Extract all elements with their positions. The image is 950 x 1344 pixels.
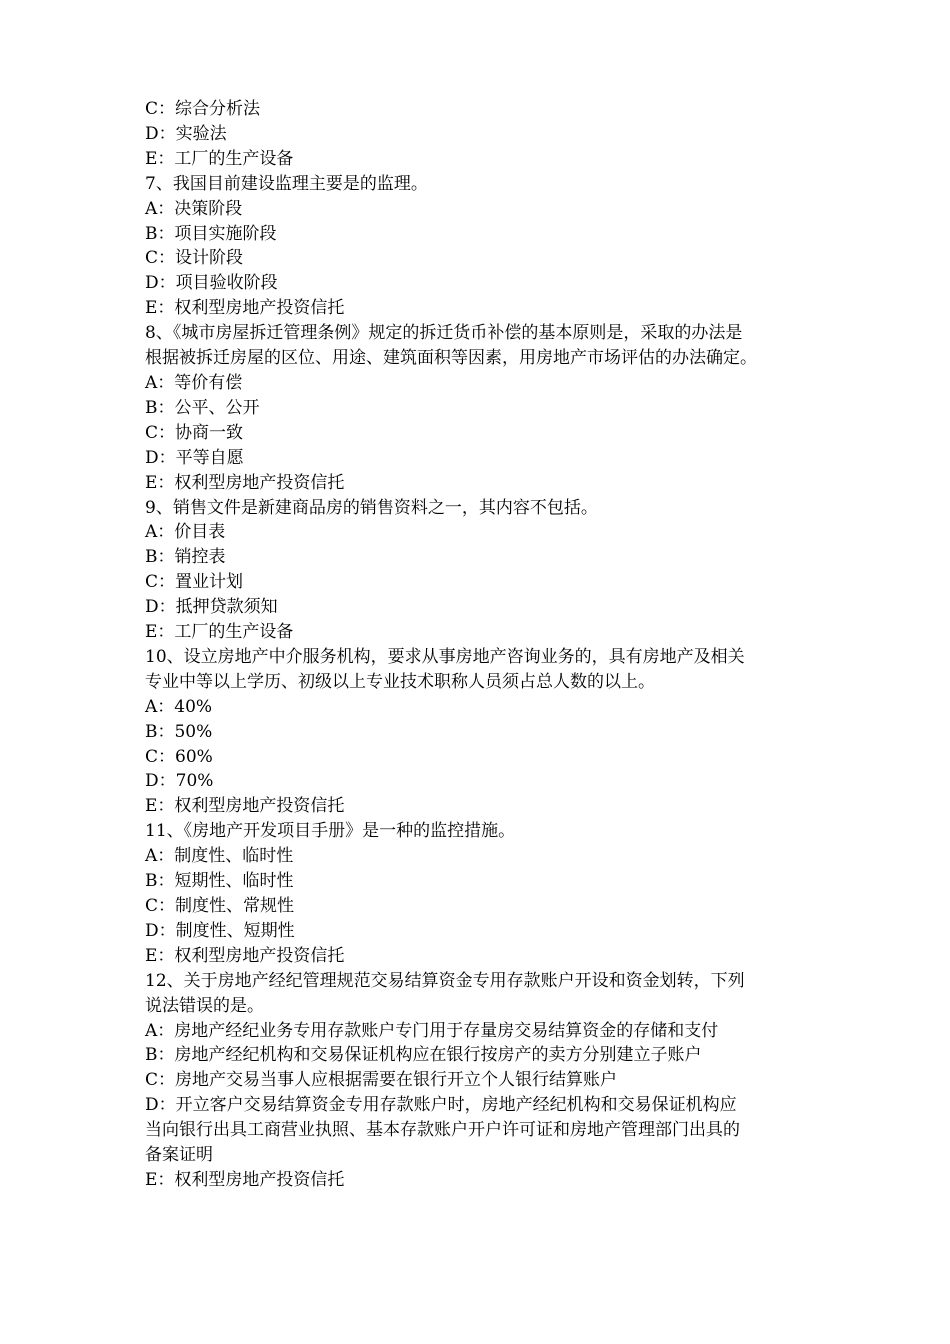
- question-8-line-1: 8、《城市房屋拆迁管理条例》规定的拆迁货币补偿的基本原则是，采取的办法是: [145, 323, 743, 344]
- option-d-q11: D：制度性、短期性: [145, 920, 295, 941]
- question-12-line-1: 12、关于房地产经纪管理规范交易结算资金专用存款账户开设和资金划转，下列: [145, 970, 745, 991]
- option-b-q11: B：短期性、临时性: [145, 871, 294, 892]
- option-b-q7: B：项目实施阶段: [145, 223, 277, 244]
- option-e-q12: E：权利型房地产投资信托: [145, 1169, 345, 1190]
- option-b-q8: B：公平、公开: [145, 397, 260, 418]
- option-a-q7: A：决策阶段: [145, 198, 243, 219]
- question-9: 9、销售文件是新建商品房的销售资料之一，其内容不包括。: [145, 497, 598, 518]
- question-12-line-2: 说法错误的是。: [145, 995, 264, 1016]
- option-a-q8: A：等价有偿: [145, 372, 243, 393]
- option-c-q10: C：60%: [145, 746, 213, 767]
- option-c-q7: C：设计阶段: [145, 248, 244, 269]
- option-a-q10: A：40%: [145, 696, 213, 717]
- document-body: [145, 97, 815, 1193]
- option-b-q9: B：销控表: [145, 547, 226, 568]
- option-c-q12: C：房地产交易当事人应根据需要在银行开立个人银行结算账户: [145, 1070, 618, 1091]
- question-10-line-2: 专业中等以上学历、初级以上专业技术职称人员须占总人数的以上。: [145, 671, 655, 692]
- option-d-q7: D：项目验收阶段: [145, 273, 278, 294]
- option-d-q6: D：实验法: [145, 123, 227, 144]
- option-c-q9: C：置业计划: [145, 572, 244, 593]
- option-c-q8: C：协商一致: [145, 422, 244, 443]
- option-e-q8: E：权利型房地产投资信托: [145, 472, 345, 493]
- option-c-q6: C：综合分析法: [145, 99, 261, 119]
- option-d-q8: D：平等自愿: [145, 447, 244, 468]
- option-c-q11: C：制度性、常规性: [145, 896, 295, 916]
- option-b-q12: B：房地产经纪机构和交易保证机构应在银行按房产的卖方分别建立子账户: [145, 1045, 702, 1066]
- option-d-q12-line-3: 备案证明: [145, 1145, 213, 1166]
- option-d-q10: D：70%: [145, 771, 214, 792]
- option-d-q9: D：抵押贷款须知: [145, 597, 278, 618]
- option-b-q10: B：50%: [145, 721, 213, 742]
- option-e-q11: E：权利型房地产投资信托: [145, 945, 345, 966]
- option-e-q9: E：工厂的生产设备: [145, 622, 294, 643]
- option-e-q6: E：工厂的生产设备: [145, 148, 294, 169]
- option-a-q11: A：制度性、临时性: [145, 846, 294, 867]
- option-e-q10: E：权利型房地产投资信托: [145, 796, 345, 817]
- question-11: 11、《房地产开发项目手册》是一种的监控措施。: [145, 821, 516, 842]
- option-e-q7: E：权利型房地产投资信托: [145, 298, 345, 319]
- question-10-line-1: 10、设立房地产中介服务机构，要求从事房地产咨询业务的，具有房地产及相关: [145, 646, 745, 667]
- option-d-q12-line-1: D：开立客户交易结算资金专用存款账户时，房地产经纪机构和交易保证机构应: [145, 1095, 737, 1116]
- option-d-q12-line-2: 当向银行出具工商营业执照、基本存款账户开户许可证和房地产管理部门出具的: [145, 1120, 740, 1141]
- question-7: 7、我国目前建设监理主要是的监理。: [145, 173, 428, 194]
- question-8-line-2: 根据被拆迁房屋的区位、用途、建筑面积等因素，用房地产市场评估的办法确定。: [145, 348, 757, 369]
- option-a-q9: A：价目表: [145, 522, 226, 543]
- option-a-q12: A：房地产经纪业务专用存款账户专门用于存量房交易结算资金的存储和支付: [145, 1020, 719, 1041]
